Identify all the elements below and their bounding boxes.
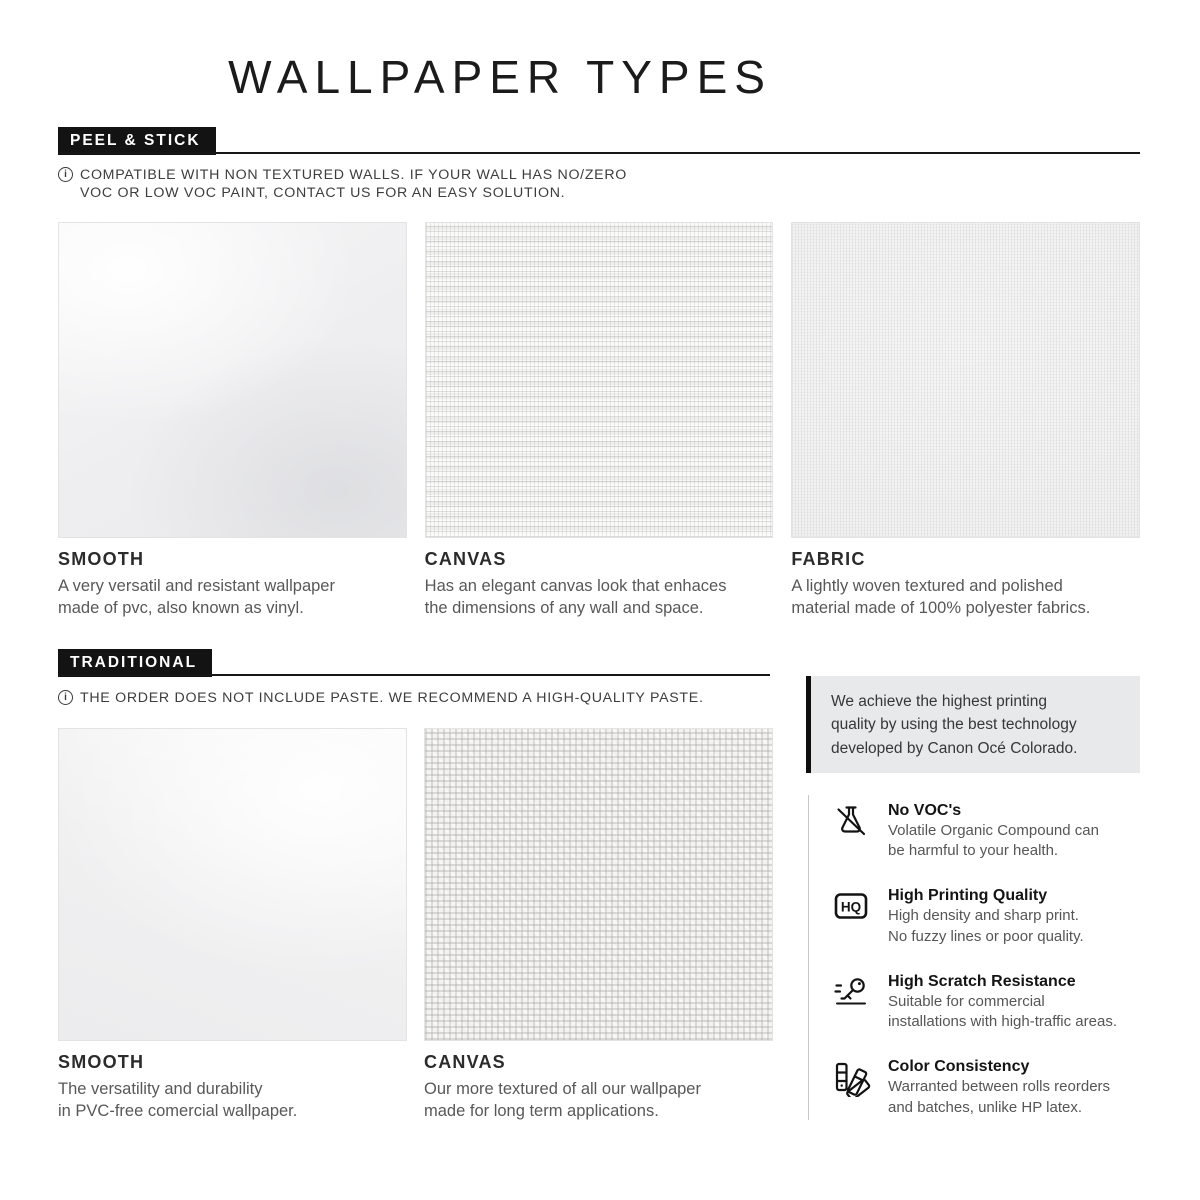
info-icon: i <box>58 690 73 705</box>
feature-description: Warranted between rolls reorders and batches, unlike HP latex. <box>888 1077 1111 1116</box>
note-line: COMPATIBLE WITH NON TEXTURED WALLS. IF YOUR WALL HAS NO/ZERO <box>80 167 628 183</box>
note-text <box>80 689 704 707</box>
feature-title: High Scratch Resistance <box>888 972 1076 990</box>
note-line: THE ORDER DOES NOT INCLUDE PASTE. WE RECOMMEND A HIGH-QUALITY PASTE. <box>80 690 704 706</box>
scratch-key-icon <box>830 972 872 1014</box>
feature-title: High Printing Quality <box>888 887 1048 905</box>
feature-description: Suitable for commercial installations with high-traffic areas. <box>888 992 1117 1031</box>
feature-title: Color Consistency <box>888 1057 1030 1075</box>
peel-stick-swatch-row <box>58 222 1140 620</box>
swatch-card-canvas <box>424 728 773 1123</box>
feature-text <box>888 1057 1110 1118</box>
feature-color-consistency <box>830 1057 1140 1118</box>
feature-description: High density and sharp print. No fuzzy lines or poor quality. <box>888 907 1084 945</box>
swatch-name: SMOOTH <box>58 549 145 569</box>
peel-stick-divider <box>58 152 1140 154</box>
swatch-name: FABRIC <box>791 549 866 569</box>
feature-description: Volatile Organic Compound can be harmful to your health. <box>888 821 1099 860</box>
svg-text:HQ: HQ <box>840 899 862 915</box>
traditional-swatch-row <box>58 728 773 1123</box>
swatch-card-smooth <box>58 222 407 620</box>
fabric-texture-swatch <box>791 222 1140 538</box>
canvas-texture-swatch <box>424 728 773 1041</box>
section-label-peel-stick: PEEL & STICK <box>58 127 216 155</box>
hq-badge-icon <box>830 886 872 928</box>
smooth-texture-swatch <box>58 728 407 1041</box>
swatch-description: The versatility and durability in PVC-free comercial wallpaper. <box>58 1080 298 1120</box>
note-text <box>80 166 627 202</box>
feature-text <box>888 801 1099 862</box>
swatch-name: CANVAS <box>424 549 507 569</box>
swatch-description: A very versatil and resistant wallpaper made of pvc, also known as vinyl. <box>58 577 335 617</box>
swatch-card-smooth <box>58 728 407 1123</box>
swatch-description: Our more textured of all our wallpaper made for long term applications. <box>424 1080 701 1120</box>
swatch-card-canvas <box>425 222 774 620</box>
swatch-description: Has an elegant canvas look that enhaces the dimensions of any wall and space. <box>424 577 727 617</box>
feature-title: No VOC's <box>888 801 962 819</box>
traditional-note <box>58 689 704 707</box>
feature-text <box>888 972 1117 1033</box>
feature-no-voc <box>830 801 1140 862</box>
color-swatches-icon <box>830 1057 872 1099</box>
printing-quality-callout: We achieve the highest printing quality by using the best technology developed by Canon Océ Colorado. <box>806 676 1140 773</box>
feature-list <box>808 795 1140 1121</box>
canvas-texture-swatch <box>425 222 774 538</box>
feature-text <box>888 886 1084 947</box>
peel-stick-note <box>58 166 627 202</box>
section-label-traditional: TRADITIONAL <box>58 649 212 677</box>
no-voc-flask-icon <box>830 801 872 843</box>
feature-high-printing-quality <box>830 886 1140 947</box>
swatch-name: SMOOTH <box>58 1052 145 1072</box>
feature-scratch-resistance <box>830 972 1140 1033</box>
swatch-name: CANVAS <box>424 1052 506 1072</box>
traditional-divider <box>58 674 770 676</box>
swatch-card-fabric <box>791 222 1140 620</box>
note-line: VOC OR LOW VOC PAINT, CONTACT US FOR AN EASY SOLUTION. <box>80 185 566 202</box>
smooth-texture-swatch <box>58 222 407 538</box>
print-quality-panel <box>806 676 1140 1120</box>
swatch-description: A lightly woven textured and polished material made of 100% polyester fabrics. <box>791 577 1091 617</box>
info-icon: i <box>58 167 73 182</box>
page-title: WALLPAPER TYPES <box>228 51 772 103</box>
